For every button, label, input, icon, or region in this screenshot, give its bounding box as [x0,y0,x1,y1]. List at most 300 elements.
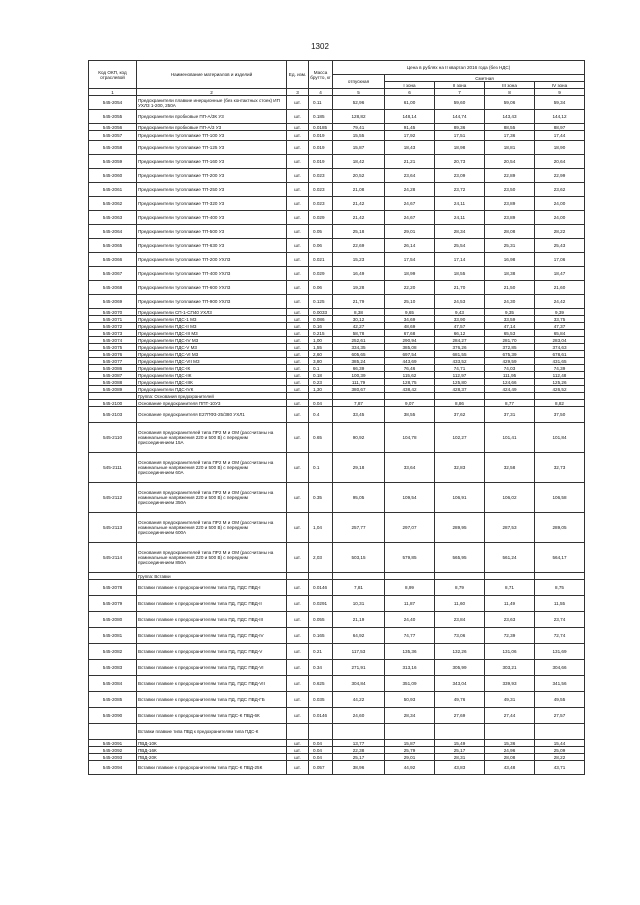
mass-cell: 0.34 [309,660,333,676]
table-row [89,372,585,379]
zone4-price-cell: 47,37 [535,323,585,330]
zone2-price-cell: 376,26 [435,344,485,351]
table-row [89,169,585,183]
unit-cell: шт. [287,155,309,169]
retail-price-cell: 21,79 [333,295,385,309]
zone3-price-cell: 65,53 [485,330,535,337]
zone4-price-cell: 18,47 [535,267,585,281]
retail-price-cell: 25,17 [333,754,385,761]
zone1-price-cell: 128,75 [385,379,435,386]
zone1-price-cell: 24,40 [385,612,435,628]
zone1-price-cell: 18,43 [385,141,435,155]
zone2-price-cell: 66,12 [435,330,485,337]
table-row [89,323,585,330]
name-cell: Предохранители ПДС-III М3 [137,330,287,337]
unit-cell: шт. [287,628,309,644]
mass-cell: 1,30 [309,386,333,393]
col-number: 3 [287,89,309,96]
table-row [89,386,585,393]
table-row [89,400,585,407]
retail-price-cell: 58,78 [333,330,385,337]
code-cell: 545-2113 [89,513,137,543]
mass-cell: 0.021 [309,253,333,267]
unit-cell: шт. [287,351,309,358]
name-cell: Предохранители ПДС-1 М3 [137,316,287,323]
mass-cell: 0.04 [309,747,333,754]
zone4-price-cell: 431,65 [535,358,585,365]
zone2-price-cell: 18,98 [435,141,485,155]
zone2-price-cell: 23,09 [435,169,485,183]
empty-cell [535,393,585,400]
zone3-price-cell: 339,93 [485,676,535,692]
zone1-price-cell: 24,67 [385,197,435,211]
zone3-price-cell: 424,49 [485,386,535,393]
unit-cell: шт. [287,344,309,351]
retail-price-cell: 128,82 [333,110,385,124]
header-retail: отпускная [333,75,385,89]
group-spacer [89,393,137,400]
name-cell: Основания предохранителей типа ПР2 М и ОМ (рассчитаны на номинальные напряжения 220 и 500 В) с передним присоединением 600А [137,513,287,543]
zone3-price-cell: 17,36 [485,131,535,141]
retail-price-cell: 38,96 [333,761,385,775]
zone2-price-cell: 47,57 [435,323,485,330]
zone1-price-cell: 24,67 [385,211,435,225]
zone2-price-cell: 21,70 [435,281,485,295]
zone4-price-cell: 25,09 [535,747,585,754]
zone4-price-cell: 112,48 [535,372,585,379]
name-cell: Предохранители плавкие инерционные (без контактных стоек) ИП УХЛ3 1-200, 250А [137,96,287,110]
zone1-price-cell: 23,64 [385,169,435,183]
table-row [89,197,585,211]
zone1-price-cell: 17,54 [385,253,435,267]
zone2-price-cell: 23,72 [435,183,485,197]
zone3-price-cell: 8,71 [485,580,535,596]
zone2-price-cell: 8,79 [435,580,485,596]
zone1-price-cell: 385,08 [385,344,435,351]
unit-cell: шт. [287,281,309,295]
table-row [89,754,585,761]
zone2-price-cell: 305,99 [435,660,485,676]
header-name: Наименование материалов и изделий [137,61,287,89]
zone4-price-cell: 43,71 [535,761,585,775]
retail-price-cell: 52,96 [333,96,385,110]
retail-price-cell: 79,41 [333,124,385,131]
zone4-price-cell: 21,60 [535,281,585,295]
table-row [89,316,585,323]
zone3-price-cell: 43,48 [485,761,535,775]
zone3-price-cell: 33,59 [485,316,535,323]
zone2-price-cell: 112,97 [435,372,485,379]
code-cell: 545-2086 [89,365,137,372]
code-cell: 545-2100 [89,400,137,407]
zone3-price-cell: 8,77 [485,400,535,407]
mass-cell: 0.215 [309,330,333,337]
zone3-price-cell: 72,39 [485,628,535,644]
unit-cell: шт. [287,379,309,386]
code-cell: 545-2092 [89,747,137,754]
mass-cell: 0.029 [309,267,333,281]
zone4-price-cell: 374,63 [535,344,585,351]
table-row [89,423,585,453]
name-cell: Основания предохранителей типа ПР2 М и ОМ (рассчитаны на номинальные напряжения 220 и 500 В) с передним присоединением 15А [137,423,287,453]
zone2-price-cell: 37,62 [435,407,485,423]
empty-cell [485,724,535,740]
zone3-price-cell: 143,43 [485,110,535,124]
code-cell: 545-2054 [89,96,137,110]
zone3-price-cell: 18,38 [485,267,535,281]
zone4-price-cell: 28,22 [535,754,585,761]
zone4-price-cell: 18,90 [535,141,585,155]
code-cell: 545-2065 [89,239,137,253]
zone1-price-cell: 313,16 [385,660,435,676]
mass-cell: 0.35 [309,483,333,513]
mass-cell: 0.23 [309,379,333,386]
code-cell: 545-2087 [89,372,137,379]
empty-cell [485,573,535,580]
code-cell: 545-2085 [89,692,137,708]
name-cell: Основания предохранителей типа ПР2 М и ОМ (рассчитаны на номинальные напряжения 220 и 500 В) с передним присоединением 350А [137,483,287,513]
name-cell: Предохранители тугоплавкие ТП-900 УХЛ3 [137,295,287,309]
empty-cell [287,393,309,400]
retail-price-cell: 605,65 [333,351,385,358]
mass-cell: 0.023 [309,183,333,197]
unit-cell: шт. [287,543,309,573]
empty-cell [333,573,385,580]
zone4-price-cell: 17,06 [535,253,585,267]
zone1-price-cell: 290,94 [385,337,435,344]
zone1-price-cell: 48,69 [385,323,435,330]
zone4-price-cell: 678,61 [535,351,585,358]
zone3-price-cell: 303,21 [485,660,535,676]
mass-cell: 0.1 [309,365,333,372]
mass-cell: 0.16 [309,323,333,330]
zone3-price-cell: 124,66 [485,379,535,386]
zone3-price-cell: 59,06 [485,96,535,110]
retail-price-cell: 15,23 [333,253,385,267]
unit-cell: шт. [287,660,309,676]
name-cell: Предохранители тугоплавкие ТП-125 У3 [137,141,287,155]
table-row [89,628,585,644]
zone1-price-cell: 24,28 [385,183,435,197]
mass-cell: 0.21 [309,644,333,660]
table-row [89,330,585,337]
zone2-price-cell: 132,26 [435,644,485,660]
retail-price-cell: 19,28 [333,281,385,295]
header-zone1: I зона [385,82,435,89]
unit-cell: шт. [287,453,309,483]
group-spacer [89,573,137,580]
unit-cell: шт. [287,612,309,628]
table-row [89,253,585,267]
retail-price-cell: 24,60 [333,708,385,724]
name-cell: ПВД-10К [137,740,287,747]
mass-cell: 0.0185 [309,124,333,131]
mass-cell: 0.019 [309,131,333,141]
table-row [89,708,585,724]
group-row [89,393,585,400]
zone1-price-cell: 25,10 [385,295,435,309]
zone4-price-cell: 24,00 [535,197,585,211]
zone4-price-cell: 88,97 [535,124,585,131]
table-row [89,692,585,708]
zone4-price-cell: 289,05 [535,513,585,543]
zone1-price-cell: 34,69 [385,316,435,323]
zone1-price-cell: 8,99 [385,580,435,596]
code-cell: 545-2073 [89,330,137,337]
unit-cell: шт. [287,580,309,596]
table-row [89,351,585,358]
zone2-price-cell: 23,84 [435,612,485,628]
retail-price-cell: 7,81 [333,580,385,596]
table-row [89,596,585,612]
name-cell: Вставки плавкие к предохранителям типа ПД, ПДС ПВД-VII [137,676,287,692]
table-row [89,676,585,692]
zone2-price-cell: 144,74 [435,110,485,124]
name-cell: Предохранители СП-1-СП40 УХЛ3 [137,309,287,316]
name-cell: Предохранители ПДС-IК [137,365,287,372]
retail-price-cell: 271,91 [333,660,385,676]
table-row [89,740,585,747]
mass-cell: 0.055 [309,612,333,628]
empty-cell [535,573,585,580]
mass-cell: 0.06 [309,239,333,253]
zone1-price-cell: 697,54 [385,351,435,358]
zone2-price-cell: 18,55 [435,267,485,281]
unit-cell: шт. [287,761,309,775]
zone3-price-cell: 28,08 [485,754,535,761]
zone2-price-cell: 74,71 [435,365,485,372]
empty-cell [309,573,333,580]
zone3-price-cell: 37,31 [485,407,535,423]
zone4-price-cell: 24,00 [535,211,585,225]
zone2-price-cell: 20,73 [435,155,485,169]
zone3-price-cell: 429,59 [485,358,535,365]
name-cell: ПВД-20К [137,754,287,761]
table-row [89,761,585,775]
retail-price-cell: 90,92 [333,423,385,453]
zone4-price-cell: 23,74 [535,612,585,628]
zone4-price-cell: 144,12 [535,110,585,124]
code-cell: 545-2059 [89,155,137,169]
zone3-price-cell: 27,44 [485,708,535,724]
zone3-price-cell: 24,96 [485,747,535,754]
zone2-price-cell: 89,36 [435,124,485,131]
unit-cell: шт. [287,740,309,747]
zone4-price-cell: 341,56 [535,676,585,692]
mass-cell: 0.0146 [309,580,333,596]
mass-cell: 0.029 [309,211,333,225]
retail-price-cell: 385,24 [333,358,385,365]
zone3-price-cell: 15,36 [485,740,535,747]
mass-cell: 0.185 [309,110,333,124]
unit-cell: шт. [287,676,309,692]
zone4-price-cell: 15,44 [535,740,585,747]
zone2-price-cell: 73,06 [435,628,485,644]
unit-cell: шт. [287,330,309,337]
code-cell: 545-2112 [89,483,137,513]
zone1-price-cell: 67,68 [385,330,435,337]
unit-cell: шт. [287,96,309,110]
zone4-price-cell: 74,39 [535,365,585,372]
zone4-price-cell: 59,34 [535,96,585,110]
unit-cell: шт. [287,386,309,393]
unit-cell: шт. [287,644,309,660]
name-cell: Основания предохранителей типа ПР2 М и ОМ (рассчитаны на номинальные напряжения 220 и 500 В) с передним присоединением 60А [137,453,287,483]
zone3-price-cell: 131,06 [485,644,535,660]
mass-cell: 0.0146 [309,708,333,724]
code-cell: 545-2055 [89,110,137,124]
header-estimate: Сметная [385,75,585,82]
retail-price-cell: 16,49 [333,267,385,281]
name-cell: Предохранители ПДС-IVК [137,386,287,393]
name-cell: Вставки плавкие к предохранителям типа ПД, ПДС ПВД-VI [137,660,287,676]
mass-cell: 0.0291 [309,596,333,612]
retail-price-cell: 10,31 [333,596,385,612]
code-cell: 545-2063 [89,211,137,225]
header-mass: Масса брутто, кг [309,61,333,89]
table-row [89,365,585,372]
unit-cell: шт. [287,141,309,155]
table-row [89,747,585,754]
retail-price-cell: 22,38 [333,747,385,754]
zone3-price-cell: 561,24 [485,543,535,573]
header-code: Код ОКП, код отраслевой [89,61,137,89]
name-cell: Предохранители тугоплавкие ТП-320 У3 [137,197,287,211]
code-cell: 545-2070 [89,309,137,316]
unit-cell: шт. [287,239,309,253]
mass-cell: 0.04 [309,740,333,747]
zone2-price-cell: 43,83 [435,761,485,775]
name-cell: Вставки плавкие к предохранителям типа ПД, ПДС ПВД-I [137,580,287,596]
zone2-price-cell: 284,27 [435,337,485,344]
mass-cell: 2,03 [309,543,333,573]
name-cell: Вставки плавкие к предохранителям типа ПД, ПДС ПВД-V [137,644,287,660]
retail-price-cell: 33,45 [333,407,385,423]
table-row [89,379,585,386]
name-cell: Основание предохранителя ППТ-10У3 [137,400,287,407]
mass-cell: 1,00 [309,337,333,344]
table-row [89,337,585,344]
retail-price-cell: 503,15 [333,543,385,573]
col-number: 9 [535,89,585,96]
mass-cell: 1,55 [309,344,333,351]
empty-cell [385,393,435,400]
retail-price-cell: 8,38 [333,309,385,316]
zone4-price-cell: 49,55 [535,692,585,708]
code-cell: 545-2072 [89,323,137,330]
retail-price-cell: 42,27 [333,323,385,330]
unit-cell: шт. [287,225,309,239]
mass-cell: 0.4 [309,407,333,423]
code-cell: 545-2110 [89,423,137,453]
zone2-price-cell: 28,31 [435,754,485,761]
unit-cell: шт. [287,754,309,761]
zone3-price-cell: 23,63 [485,612,535,628]
name-cell: Предохранители тугоплавкие ТП-400 У3 [137,211,287,225]
zone3-price-cell: 106,02 [485,483,535,513]
zone1-price-cell: 44,92 [385,761,435,775]
zone1-price-cell: 22,20 [385,281,435,295]
zone3-price-cell: 23,89 [485,197,535,211]
zone1-price-cell: 26,14 [385,239,435,253]
zone4-price-cell: 101,84 [535,423,585,453]
name-cell: Предохранители тугоплавкие ТП-200 УХЛ3 [137,253,287,267]
zone1-price-cell: 104,78 [385,423,435,453]
zone1-price-cell: 11,87 [385,596,435,612]
table-row [89,344,585,351]
zone2-price-cell: 15,49 [435,740,485,747]
zone2-price-cell: 106,91 [435,483,485,513]
zone2-price-cell: 59,60 [435,96,485,110]
col-number: 1 [89,89,137,96]
code-cell: 545-2066 [89,253,137,267]
zone1-price-cell: 38,55 [385,407,435,423]
code-cell: 545-2076 [89,351,137,358]
table-row [89,580,585,596]
zone2-price-cell: 24,11 [435,211,485,225]
table-row [89,183,585,197]
zone2-price-cell: 8,86 [435,400,485,407]
zone2-price-cell: 32,83 [435,453,485,483]
unit-cell: шт. [287,197,309,211]
table-row [89,211,585,225]
retail-price-cell: 380,67 [333,386,385,393]
mass-cell: 0.019 [309,141,333,155]
mass-cell: 0.04 [309,400,333,407]
name-cell: ПВД-16К [137,747,287,754]
zone2-price-cell: 28,34 [435,225,485,239]
name-cell: Основание предохранителя Е27ПФ3-25/380 УХЛ1 [137,407,287,423]
name-cell: Предохранители ПДС-IIIК [137,379,287,386]
table-row [89,239,585,253]
unit-cell: шт. [287,513,309,543]
name-cell: Вставки плавкие к предохранителям типа ПД, ПДС ПВД-IV [137,628,287,644]
name-cell: Основания предохранителей типа ПР2 М и ОМ (рассчитаны на номинальные напряжения 220 и 500 В) с передним присоединением 850А [137,543,287,573]
zone3-price-cell: 372,85 [485,344,535,351]
zone4-price-cell: 304,66 [535,660,585,676]
zone4-price-cell: 25,43 [535,239,585,253]
code-cell: 545-2067 [89,267,137,281]
table-row [89,110,585,124]
unit-cell: шт. [287,708,309,724]
zone3-price-cell: 47,14 [485,323,535,330]
name-cell: Предохранители ПДС-VII М3 [137,358,287,365]
group-label: Вставки плавкие типа ПВД к предохранителям типа ПДС-К [137,724,287,740]
name-cell: Предохранители пробковые ПП-А/3 У3 [137,124,287,131]
zone3-price-cell: 49,31 [485,692,535,708]
retail-price-cell: 334,35 [333,344,385,351]
table-row [89,407,585,423]
empty-cell [309,393,333,400]
unit-cell: шт. [287,211,309,225]
table-row [89,267,585,281]
unit-cell: шт. [287,267,309,281]
mass-cell: 0.18 [309,372,333,379]
col-number: 8 [485,89,535,96]
header-zone3: III зона [485,82,535,89]
zone4-price-cell: 23,62 [535,183,585,197]
unit-cell: шт. [287,131,309,141]
name-cell: Предохранители ПДС-IIК [137,372,287,379]
zone2-price-cell: 27,69 [435,708,485,724]
code-cell: 545-2114 [89,543,137,573]
name-cell: Предохранители тугоплавкие ТП-160 У3 [137,155,287,169]
group-label: Группа: Вставки [137,573,287,580]
zone1-price-cell: 61,00 [385,96,435,110]
name-cell: Предохранители ПДС-V М3 [137,344,287,351]
zone4-price-cell: 20,64 [535,155,585,169]
mass-cell: 0.05 [309,225,333,239]
